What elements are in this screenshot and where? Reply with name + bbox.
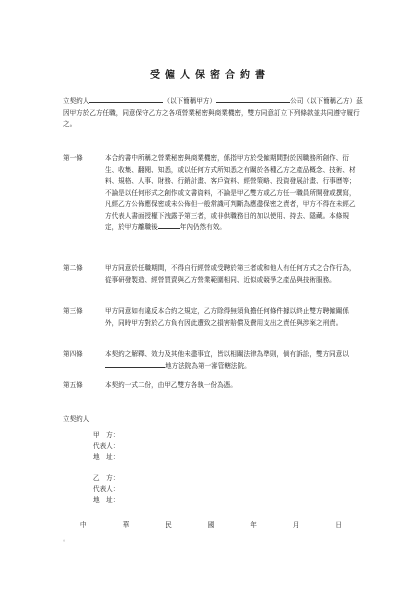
article-number: 第二條 <box>63 264 83 272</box>
date-line <box>80 519 342 529</box>
date-char: 民 <box>165 521 172 529</box>
party-b-block <box>93 473 119 506</box>
party-a-label: 甲 方： <box>93 431 120 439</box>
date-year: 年 <box>250 521 257 529</box>
article-text: 本合約書中所稱之營業秘密與商業機密，係指甲方於受僱期間對於因職務所創作、衍生、收集、翻閱、知悉，或以任何方式所知悉之有關於各種乙方之產品概念、技術、材料、規格、人事、財務、行銷計畫、客戶資料、經營策略、投資發展計畫、行事曆等；不論是以任何形式之創作或文書資料，不論是甲乙雙方或乙方任一職員所開發或撰寫，凡經乙方公佈應保密或未公佈但一般常識可判斷為應盡保密之責者，甲方不得在未經乙方代表人書面授權下洩露予第三者，或非供職務目的加以使用、持去、隱藏。本條規定，於甲方離職後 年內仍然有效。 <box>105 154 356 231</box>
party-a-address: 地 址： <box>93 453 120 461</box>
article-text: 甲方同意如有違反本合約之規定，乙方除得無須負擔任何條件據以終止雙方聘僱關係外，同時甲方對於乙方負有因此遭致之損害賠償及費用支出之責任與涉案之刑責。 <box>105 307 349 327</box>
party-a-rep: 代表人： <box>93 442 120 450</box>
party-b-rep: 代表人： <box>93 485 120 493</box>
article-text: 本契約一式二份，由甲乙雙方各執一份為憑。 <box>105 381 237 389</box>
signing-heading: 立契約人 <box>63 415 90 423</box>
footer-mark: 。 <box>63 536 70 543</box>
date-char: 中 <box>80 521 87 529</box>
document-title: 受僱人保密合約書 <box>150 70 270 81</box>
intro-party-b-alias: 公司（以下簡稱乙方） <box>290 97 357 105</box>
party-a-block <box>93 430 119 463</box>
article-number: 第四條 <box>63 350 83 358</box>
article-number: 第一條 <box>63 154 83 162</box>
intro-party-label: 立契約人 <box>63 97 90 105</box>
date-char: 國 <box>207 521 215 529</box>
intro-body: 茲因甲方於乙方任職，同意保守乙方之各項營業秘密與商業機密，雙方同意訂立下列條款並共同遵守履行之。 <box>63 97 363 128</box>
intro-party-a-alias: （以下簡稱甲方） <box>163 97 217 105</box>
article-number: 第三條 <box>63 307 83 315</box>
article-text: 甲方同意於任職期間，不得自行經營或受聘於第三者或和他人有任何方式之合作行為，從事研發製造、經營買賣與乙方營業範圍相同、近似或競爭之產品與技術服務。 <box>105 264 356 284</box>
intro-paragraph <box>63 96 363 131</box>
party-b-address: 地 址： <box>93 496 120 504</box>
article-number: 第五條 <box>63 381 83 389</box>
years-blank[interactable] <box>158 222 180 229</box>
company-blank[interactable] <box>216 96 290 103</box>
date-day: 日 <box>335 521 342 529</box>
date-month: 月 <box>292 521 300 529</box>
article-text: 本契約之解釋、效力及其他未盡事宜，皆以相關法律為準則，倘有訴訟，雙方同意以地方法院為第一審管轄法院。 <box>105 350 349 370</box>
party-b-label: 乙 方： <box>93 474 120 482</box>
party-a-blank[interactable] <box>89 96 163 103</box>
court-blank[interactable] <box>105 361 165 368</box>
date-char: 華 <box>122 521 130 529</box>
